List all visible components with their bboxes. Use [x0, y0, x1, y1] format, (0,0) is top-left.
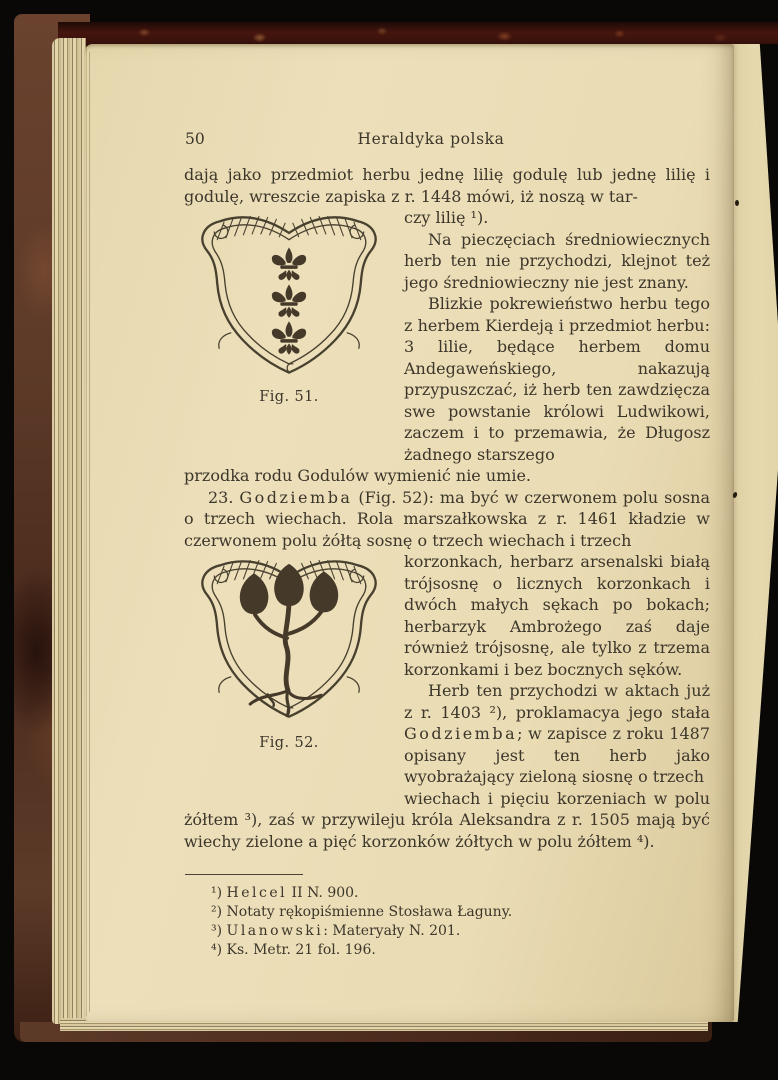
running-header-title: Heraldyka polska	[357, 130, 505, 148]
paragraph-godziemba	[184, 487, 710, 552]
footnote-text: : Materyały N. 201.	[323, 923, 461, 939]
paragraph-intro-wrap: czy lilię ¹).	[404, 208, 489, 227]
footnote-marker: ³)	[211, 923, 223, 939]
page-number: 50	[185, 130, 205, 148]
akta-post: ; w zapisce z roku 1487 opisany jest ten herb jako wyobrażający zieloną siosnę o trzech	[404, 724, 710, 786]
paragraph-intro: dają jako przedmiot herbu jednę lilię godulę lub jednę lilię i godulę, wreszcie zapiska z r. 1448 mówi, iż noszą w tar-	[184, 165, 710, 206]
godziemba-rest: (Fig. 52): ma być w czerwonem polu sosna o trzech wiechach. Rola marszałkowska z r. 1461 kładzie w czerwonem polu żółtą sosnę o trzech wiechach i trzech	[184, 487, 711, 550]
footnote-text: Notaty rękopiśmienne Stosława Łaguny.	[226, 904, 513, 920]
footnote-1	[184, 884, 710, 903]
figure-51-caption: Fig. 51.	[259, 389, 319, 405]
footnote-marker: ⁴)	[211, 942, 223, 958]
akta-godziemba-term: Godziemba	[404, 724, 518, 743]
paragraph-seals: Na pieczęciach średniowiecznych herb ten nie przychodzi, klejnot też jego średniowieczny nie jest znany.	[404, 229, 710, 292]
paragraph-kinship-continued: przodka rodu Godulów wymienić nie umie.	[184, 466, 532, 485]
page-stack-left-edges	[52, 38, 86, 1024]
footnote-2	[184, 903, 710, 922]
footnote-rule	[185, 874, 303, 875]
figure-51	[186, 208, 392, 446]
footnote-4	[184, 941, 710, 960]
running-head	[184, 130, 710, 150]
page-edge-line	[86, 48, 87, 1016]
figure-52	[186, 552, 392, 790]
footnote-author: Ulanowski	[226, 923, 324, 939]
footnote-marker: ²)	[211, 904, 223, 920]
paragraph-kinship: Blizkie pokrewieństwo herbu tego z herbem Kierdeją i przedmiot herbu: 3 lilie, będące herbem domu Andegaweńskiego, nakazują przypuszczać, iż herb ten zawdzięcza swe powstanie królowi Ludwikowi, zaczem i to przemawia, że Długosz żadnego starszego	[404, 294, 710, 464]
footnote-marker: ¹)	[211, 885, 223, 901]
fleur-de-lis-shield-illustration	[192, 208, 386, 382]
figure-52-caption: Fig. 52.	[259, 735, 319, 751]
paragraph-privilege: wiechach i pięciu korzeniach w polu żółtem ³), zaś w przywileju króla Aleksandra z r. 1505 mają być wiechy zielone a pięć korzonków żółtych w polu żółtem ⁴).	[184, 788, 710, 851]
godziemba-lead: 23.	[208, 487, 240, 507]
book-page	[84, 44, 734, 1022]
fleur-de-lis-charges	[272, 247, 306, 354]
ink-speck	[735, 200, 739, 206]
page-edge-line	[89, 52, 90, 1012]
akta-pre: Herb ten przychodzi w aktach już z r. 1403 ²), proklamacya jego stała	[404, 681, 710, 722]
pine-tree-charge	[250, 603, 322, 716]
footnote-3	[184, 922, 710, 941]
footnotes-section	[184, 874, 710, 960]
godziemba-term: Godziemba	[239, 487, 353, 507]
footnote-text: II N. 900.	[287, 885, 359, 901]
pine-tree-shield-illustration	[192, 552, 386, 728]
page-body-text	[184, 164, 710, 960]
footnote-author: Helcel	[226, 885, 288, 901]
footnote-text: Ks. Metr. 21 fol. 196.	[226, 942, 376, 958]
paragraph-herbarz: korzonkach, herbarz arsenalski białą trójsosnę o licznych korzonkach i dwóch małych sękach po bokach; herbarzyk Ambrożego zaś daje również trójsosnę, ale tylko z trzema korzonkami i bez bocznych sęków.	[404, 552, 710, 679]
